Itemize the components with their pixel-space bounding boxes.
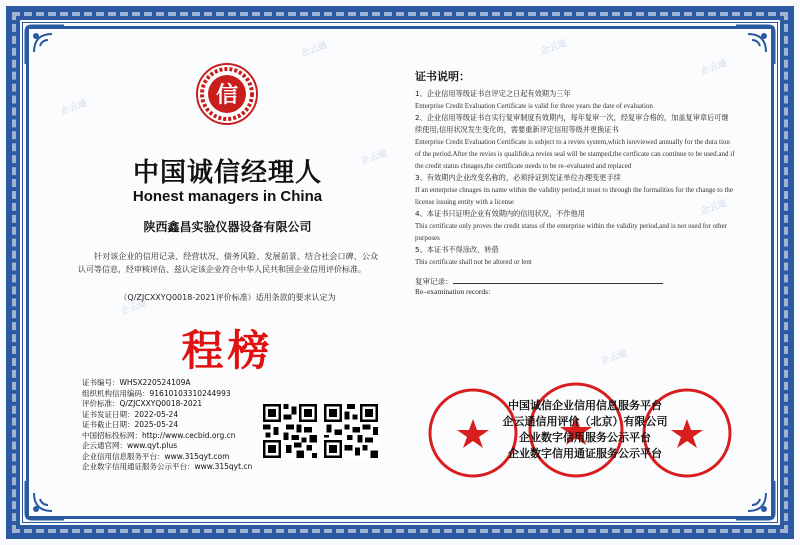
issuing-platforms xyxy=(440,398,730,462)
instructions-title: 证书说明： xyxy=(415,70,470,83)
clause: 5、本证书不得涂改、转借 This certificate shall not be altered or lent xyxy=(415,245,532,266)
info-row: 企业数字信用通证服务公示平台：www.315qyt.cn xyxy=(82,462,253,471)
watermark: 企云通 xyxy=(599,348,629,368)
credit-logo-icon xyxy=(195,62,259,126)
grade-text: 程榜 xyxy=(181,326,274,375)
clause: 1、企业信用等级证书自评定之日起有效期为三年 Enterprise Credit Evaluation Certificate is valid for three years the date of evaluation xyxy=(415,89,653,110)
watermark: 企云通 xyxy=(699,58,729,78)
corner-ornament-bottom-right xyxy=(732,477,778,523)
standard-note: （Q/ZJCXXYQ0018-2021评价标准）适用条款的要求认定为 xyxy=(119,293,336,302)
platform-name: 中国诚信企业信用信息服务平台 xyxy=(508,399,662,412)
clause: 3、有效期内企业改变名称的，必须持证到发证单位办理变更手续 If an enterprise chnages its name within the validity period,it must to through the formalities for the change to the license issuing entity with a license xyxy=(415,173,734,206)
info-row: 证书发证日期：2022-05-24 xyxy=(82,409,179,419)
company-name: 陕西鑫昌实验仪器设备有限公司 xyxy=(143,220,312,234)
logo-glyph: 信 xyxy=(215,83,239,108)
platform-name: 企云通信用评价（北京）有限公司 xyxy=(502,415,668,428)
info-row: 企业信用信息服务平台：www.315qyt.com xyxy=(82,451,230,461)
info-row: 组织机构信用编码：91610103310244993 xyxy=(82,388,231,398)
right-panel xyxy=(415,68,735,296)
review-record xyxy=(415,276,735,296)
info-row: 证书截止日期：2025-05-24 xyxy=(82,420,179,429)
description: 针对该企业的信用记录、经营状况、债务风险、发展前景、结合社会口碑、公众认可等信息，经审核评估、兹认定该企业符合中华人民共和国企业信用评价标准。 xyxy=(78,252,378,274)
info-row: 证书编号：WHSX220524109A xyxy=(82,378,191,387)
review-line xyxy=(453,283,663,284)
title-chinese: 中国诚信经理人 xyxy=(132,158,322,188)
watermark: 企云通 xyxy=(359,148,389,168)
review-label: 复审记录： xyxy=(415,277,453,286)
title-english: Honest managers in China xyxy=(132,188,323,205)
platform-name: 企业数字信用通证服务公示平台 xyxy=(508,447,662,460)
corner-ornament-top-right xyxy=(732,22,778,68)
qr-code-icon xyxy=(324,404,378,458)
info-row: 企云通官网：www.qyt.plus xyxy=(82,441,178,450)
clause: 4、本证书只证明企业有效期内的信用状况，不作他用 This certificate only proves the credit status of the enterprise within the validity period,and is not used for other purposes xyxy=(415,209,727,242)
clause: 2、企业信用等级证书自实行复审制度有效期内，每年复审一次，经复审合格的，加盖复审章后可继续使用;信用状况发生变化的，需要重新评定信用等级并更换证书 Enterprise Credit Evaluation Certificate is subject to a revies system,which isreviewed annually for the dura tion of the period.After the revies is qualifide,a revies seal will be stamped,the certficate can continue to be used.and if the credit status chnages,the certificate needs to be re–evaluated and replaced xyxy=(415,113,735,170)
watermark: 企云通 xyxy=(539,38,569,58)
info-list xyxy=(82,378,282,473)
info-row: 中国招标投标网：http://www.cecbid.org.cn xyxy=(82,430,236,440)
watermark: 企云通 xyxy=(59,98,89,118)
info-row: 评价标准：Q/ZJCXXYQ0018-2021 xyxy=(82,399,203,408)
watermark: 企云通 xyxy=(699,198,729,218)
qr-code-icon xyxy=(263,404,317,458)
platform-name: 企业数字信用服务公示平台 xyxy=(519,431,651,444)
watermark: 企云通 xyxy=(119,298,149,318)
left-panel xyxy=(60,60,395,490)
review-label-english: Re–examination records: xyxy=(415,287,491,296)
watermark: 企云通 xyxy=(299,40,329,60)
